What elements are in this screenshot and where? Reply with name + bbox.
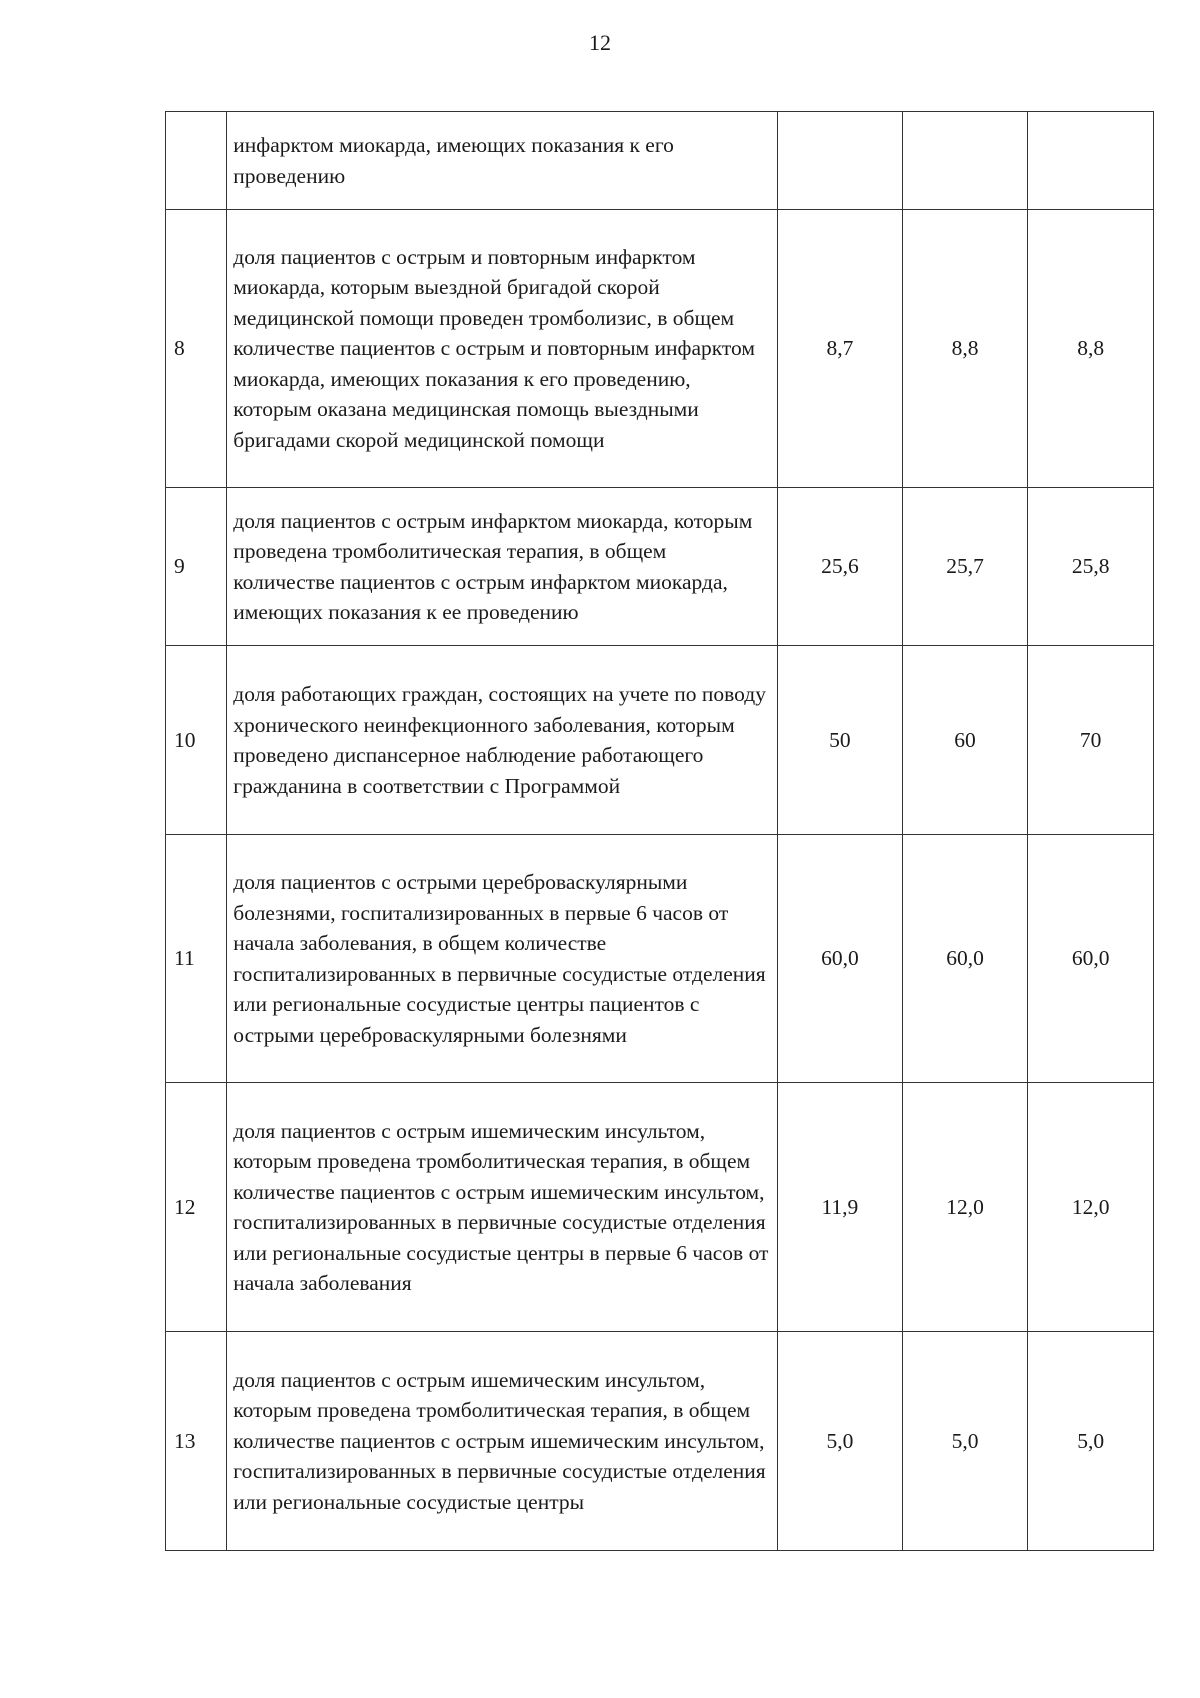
table-row (166, 835, 1154, 1083)
indicator-description: доля пациентов с острым ишемическим инсультом, которым проведена тромболитическая терапия, в общем количестве пациентов с острым ишемическим инсультом, госпитализированных в первичные сосудистые отделения или региональные сосудистые центры в первые 6 часов от начала заболевания (227, 1083, 778, 1332)
value-year-3: 5,0 (1028, 1332, 1154, 1551)
table-row (166, 1083, 1154, 1332)
value-year-2 (902, 112, 1028, 210)
table-row (166, 488, 1154, 646)
table-row (166, 210, 1154, 488)
row-number: 12 (166, 1083, 227, 1332)
value-year-1 (778, 112, 903, 210)
row-number: 10 (166, 646, 227, 835)
value-year-2: 25,7 (902, 488, 1028, 646)
indicator-description: доля работающих граждан, состоящих на учете по поводу хронического неинфекционного заболевания, которым проведено диспансерное наблюдение работающего гражданина в соответствии с Программой (227, 646, 778, 835)
row-number: 13 (166, 1332, 227, 1551)
row-number: 9 (166, 488, 227, 646)
value-year-1: 60,0 (778, 835, 903, 1083)
value-year-2: 60,0 (902, 835, 1028, 1083)
indicator-description: инфарктом миокарда, имеющих показания к его проведению (227, 112, 778, 210)
page-number: 12 (589, 30, 611, 55)
value-year-3: 60,0 (1028, 835, 1154, 1083)
indicator-description: доля пациентов с острыми цереброваскулярными болезнями, госпитализированных в первые 6 часов от начала заболевания, в общем количестве госпитализированных в первичные сосудистые отделения или региональные сосудистые центры пациентов с острыми цереброваскулярными болезнями (227, 835, 778, 1083)
table-row (166, 1332, 1154, 1551)
indicators-table (165, 111, 1154, 1551)
row-number (166, 112, 227, 210)
value-year-2: 12,0 (902, 1083, 1028, 1332)
value-year-2: 5,0 (902, 1332, 1028, 1551)
value-year-3: 8,8 (1028, 210, 1154, 488)
value-year-3: 70 (1028, 646, 1154, 835)
indicator-description: доля пациентов с острым ишемическим инсультом, которым проведена тромболитическая терапия, в общем количестве пациентов с острым ишемическим инсультом, госпитализированных в первичные сосудистые отделения или региональные сосудистые центры (227, 1332, 778, 1551)
table-row (166, 112, 1154, 210)
row-number: 11 (166, 835, 227, 1083)
indicator-description: доля пациентов с острым инфарктом миокарда, которым проведена тромболитическая терапия, в общем количестве пациентов с острым инфарктом миокарда, имеющих показания к ее проведению (227, 488, 778, 646)
value-year-1: 5,0 (778, 1332, 903, 1551)
value-year-1: 8,7 (778, 210, 903, 488)
value-year-3: 25,8 (1028, 488, 1154, 646)
value-year-1: 50 (778, 646, 903, 835)
value-year-1: 11,9 (778, 1083, 903, 1332)
row-number: 8 (166, 210, 227, 488)
value-year-2: 8,8 (902, 210, 1028, 488)
value-year-1: 25,6 (778, 488, 903, 646)
indicator-description: доля пациентов с острым и повторным инфарктом миокарда, которым выездной бригадой скорой медицинской помощи проведен тромболизис, в общем количестве пациентов с острым и повторным инфарктом миокарда, имеющих показания к его проведению, которым оказана медицинская помощь выездными бригадами скорой медицинской помощи (227, 210, 778, 488)
value-year-2: 60 (902, 646, 1028, 835)
value-year-3: 12,0 (1028, 1083, 1154, 1332)
table-row (166, 646, 1154, 835)
value-year-3 (1028, 112, 1154, 210)
